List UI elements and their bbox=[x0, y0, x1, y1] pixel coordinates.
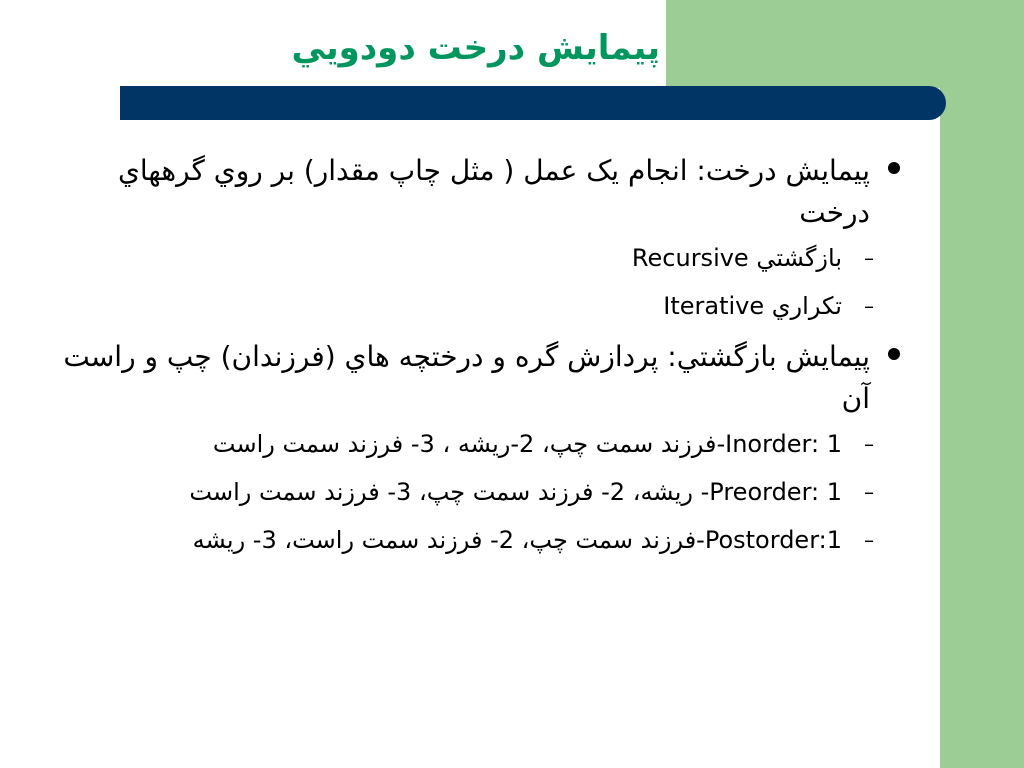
slide-title: پيمايش درخت دودويي bbox=[291, 28, 660, 68]
subitem-text: Preorder: 1- ريشه، 2- فرزند سمت چپ، 3- فرزند سمت راست bbox=[189, 478, 842, 506]
bullet-dot-icon bbox=[888, 162, 900, 174]
subitem-iterative bbox=[40, 288, 900, 324]
subitem-recursive bbox=[40, 240, 900, 276]
subitem-preorder bbox=[40, 474, 900, 510]
bullet-item-traversal bbox=[40, 150, 900, 234]
decorative-green-band-right bbox=[940, 88, 1024, 768]
subitem-text: بازگشتي Recursive bbox=[631, 244, 842, 272]
dash-icon: – bbox=[864, 480, 874, 504]
dash-icon: – bbox=[864, 528, 874, 552]
decorative-green-band-top bbox=[666, 0, 1024, 88]
bullet-text: پيمايش درخت: انجام يک عمل ( مثل چاپ مقدار) بر روي گرههاي درخت bbox=[117, 154, 870, 229]
bullet-text: پيمايش بازگشتي: پردازش گره و درختچه هاي (فرزندان) چپ و راست آن bbox=[63, 340, 870, 415]
subitem-postorder bbox=[40, 522, 900, 558]
title-underline-bar bbox=[120, 86, 946, 120]
dash-icon: – bbox=[864, 246, 874, 270]
dash-icon: – bbox=[864, 432, 874, 456]
subitem-text: Inorder: 1-فرزند سمت چپ، 2-ريشه ، 3- فرزند سمت راست bbox=[212, 430, 842, 458]
slide-body bbox=[40, 150, 900, 570]
dash-icon: – bbox=[864, 294, 874, 318]
subitem-inorder bbox=[40, 426, 900, 462]
subitem-text: Postorder:1-فرزند سمت چپ، 2- فرزند سمت راست، 3- ريشه bbox=[192, 526, 842, 554]
subitem-text: تکراري Iterative bbox=[663, 292, 842, 320]
bullet-dot-icon bbox=[888, 348, 900, 360]
bullet-item-recursive-traversal bbox=[40, 336, 900, 420]
